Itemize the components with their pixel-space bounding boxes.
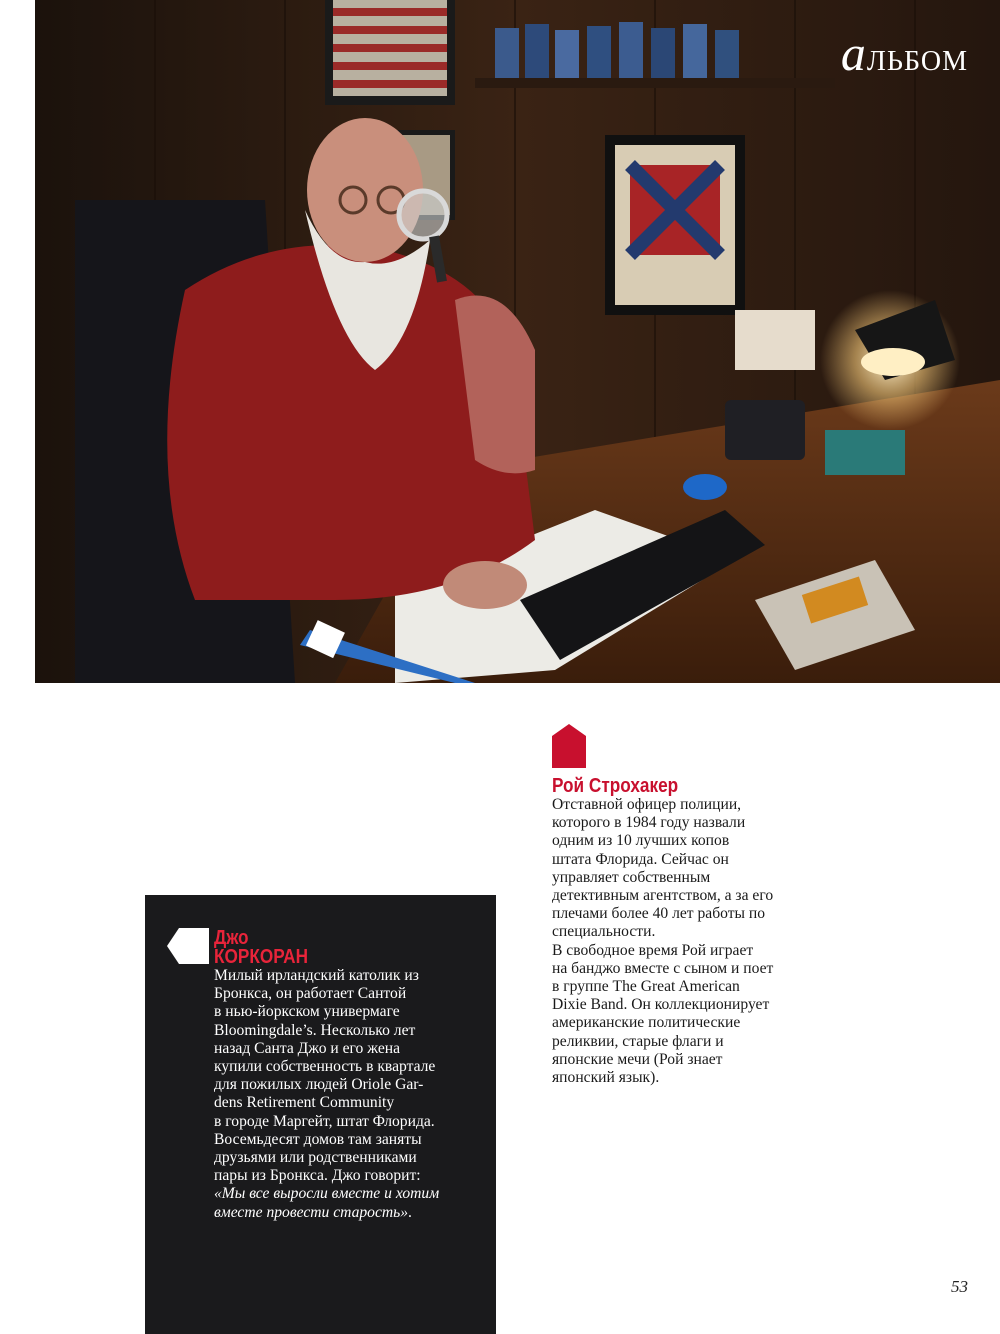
roy-bio-line: Dixie Band. Он коллекционирует <box>552 996 770 1014</box>
section-title-rest: льбом <box>866 34 968 79</box>
joe-bio-line: Милый ирландский католик из <box>214 967 419 984</box>
roy-bio-line: управляет собственным <box>552 868 711 886</box>
joe-quote-line: «Мы все выросли вместе и хотим <box>214 1185 440 1203</box>
roy-bio-line: плечами более 40 лет работы по <box>552 905 766 923</box>
roy-bio-line: Отставной офицер полиции, <box>552 796 742 813</box>
roy-bio-line: В свободное время Рой играет <box>552 941 754 959</box>
joe-bio-line: купили собственность в квартале <box>214 1058 436 1076</box>
roy-bio-line: японский язык). <box>552 1069 660 1087</box>
joe-bio <box>214 967 474 1222</box>
roy-bio-line: на банджо вместе с сыном и поет <box>552 959 774 977</box>
joe-bio-line: Bloomingdale’s. Несколько лет <box>214 1021 416 1039</box>
page-number: 53 <box>951 1277 968 1296</box>
roy-bio-line: которого в 1984 году назвали <box>552 814 746 832</box>
joe-bio-line: пары из Бронкса. Джо говорит: <box>214 1167 421 1185</box>
roy-bio-line: штата Флорида. Сейчас он <box>552 850 729 868</box>
roy-bio-line: японские мечи (Рой знает <box>552 1050 723 1068</box>
section-title <box>840 25 968 81</box>
portrait-photo <box>35 0 1000 683</box>
joe-bio-line: Бронкса, он работает Сантой <box>214 985 407 1003</box>
roy-bio-line: американские политические <box>552 1014 741 1032</box>
joe-bio-line: друзьями или родственниками <box>214 1149 417 1167</box>
roy-bio-line: реликвии, старые флаги и <box>552 1032 724 1050</box>
joe-last-name: КОРКОРАН <box>214 946 309 968</box>
arrow-marker-icon <box>167 928 209 964</box>
joe-bio-line: для пожилых людей Oriole Gar- <box>214 1076 424 1094</box>
house-marker-icon <box>552 724 586 768</box>
joe-name-heading <box>214 929 308 967</box>
section-title-initial: а <box>840 25 867 81</box>
joe-bio-line: назад Санта Джо и его жена <box>214 1039 401 1057</box>
roy-bio-line: в группе The Great American <box>552 978 740 996</box>
joe-bio-line: в городе Маргейт, штат Флорида. <box>214 1112 435 1130</box>
joe-quote-end: . <box>408 1203 412 1221</box>
roy-bio-line: детективным агентством, а за его <box>552 887 774 905</box>
joe-quote-line: вместе провести старость» <box>214 1203 409 1221</box>
joe-bio-line: в нью-йоркском универмаге <box>214 1003 400 1021</box>
roy-bio-line: одним из 10 лучших копов <box>552 832 730 850</box>
roy-name-heading: Рой Строхакер <box>552 775 679 797</box>
joe-bio-line: dens Retirement Community <box>214 1094 395 1112</box>
roy-bio <box>552 796 822 1087</box>
roy-bio-line: специальности. <box>552 923 656 941</box>
joe-first-name: Джо <box>214 927 249 949</box>
joe-bio-line: Восемьдесят домов там заняты <box>214 1130 422 1148</box>
